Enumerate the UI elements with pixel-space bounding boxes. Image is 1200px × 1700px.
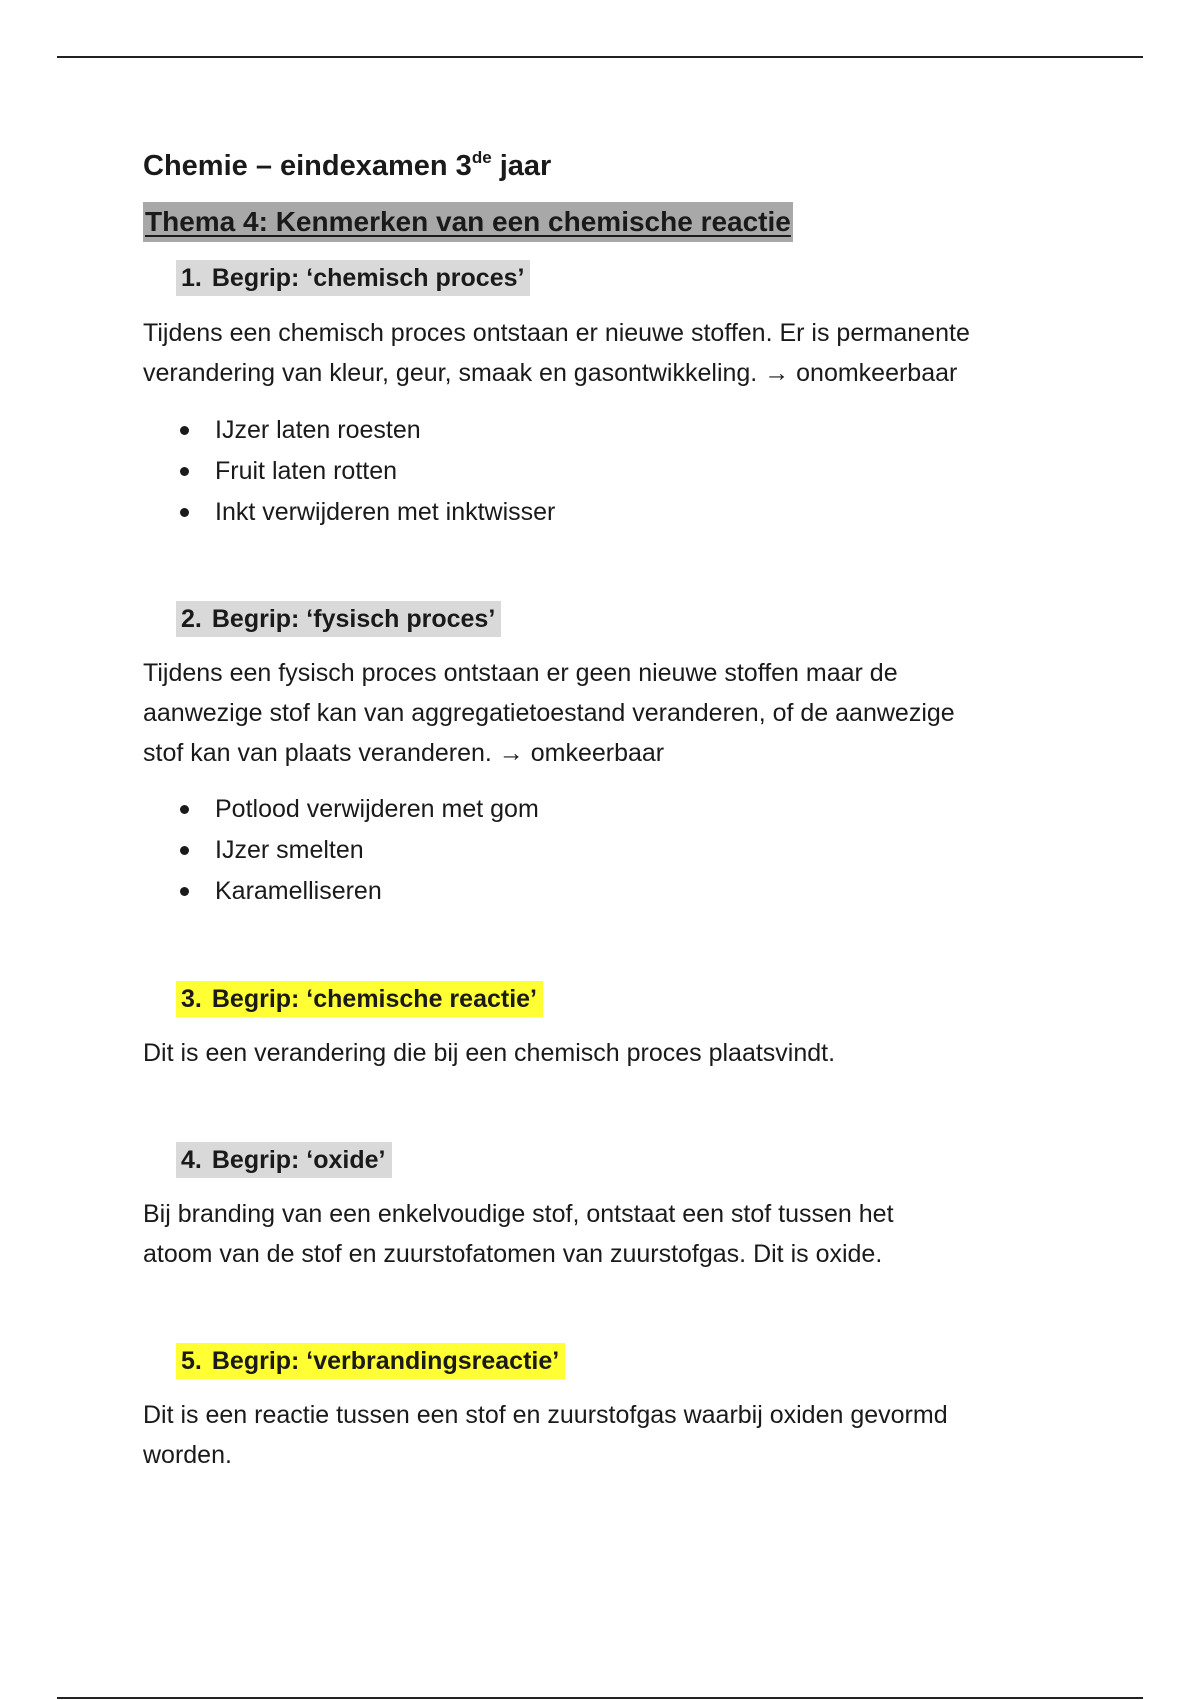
section-heading: [176, 260, 530, 296]
section-heading: [176, 601, 501, 637]
section-title: Begrip: ‘fysisch proces’: [211, 605, 496, 633]
paragraph-line: Dit is een reactie tussen een stof en zuurstofgas waarbij oxiden gevormd: [143, 1401, 948, 1429]
section-title: Begrip: ‘verbrandingsreactie’: [211, 1347, 560, 1375]
section-1: [143, 260, 1103, 533]
bottom-rule: [57, 1697, 1143, 1699]
section-heading: [176, 1343, 565, 1379]
section-number: 3.: [181, 985, 202, 1013]
paragraph-line: verandering van kleur, geur, smaak en gasontwikkeling. → onomkeerbaar: [143, 359, 958, 387]
bullet-icon: [180, 805, 189, 814]
list-item: [215, 451, 1103, 492]
bullet-icon: [180, 426, 189, 435]
section-number: 1.: [181, 264, 202, 292]
section-title: Begrip: ‘oxide’: [211, 1146, 386, 1174]
paragraph-line: atoom van de stof en zuurstofatomen van zuurstofgas. Dit is oxide.: [143, 1240, 883, 1268]
list-item-text: Inkt verwijderen met inktwisser: [215, 498, 556, 526]
section-title: Begrip: ‘chemisch proces’: [211, 264, 525, 292]
bullet-list: [143, 410, 1103, 533]
section-4: [143, 1142, 1103, 1274]
list-item-text: IJzer laten roesten: [215, 416, 421, 444]
list-item-text: Karamelliseren: [215, 877, 382, 905]
paragraph-line: aanwezige stof kan van aggregatietoestand veranderen, of de aanwezige: [143, 699, 955, 727]
document-title-superscript: de: [471, 148, 492, 167]
section-number: 2.: [181, 605, 202, 633]
bullet-icon: [180, 467, 189, 476]
document-title-text: Chemie – eindexamen 3: [143, 150, 472, 182]
bullet-icon: [180, 508, 189, 517]
list-item-text: Fruit laten rotten: [215, 457, 398, 485]
list-item: [215, 492, 1103, 533]
paragraph-line: Tijdens een chemisch proces ontstaan er nieuwe stoffen. Er is permanente: [143, 319, 970, 347]
list-item: [215, 871, 1103, 912]
paragraph-line: Tijdens een fysisch proces ontstaan er geen nieuwe stoffen maar de: [143, 659, 898, 687]
section-2: [143, 601, 1103, 912]
section-5: [143, 1343, 1103, 1475]
paragraph-line: Bij branding van een enkelvoudige stof, ontstaat een stof tussen het: [143, 1200, 894, 1228]
document-body: [143, 140, 1103, 1475]
theme-heading: Thema 4: Kenmerken van een chemische reactie: [143, 202, 793, 242]
section-heading: [176, 981, 543, 1017]
list-item: [215, 789, 1103, 830]
bullet-list: [143, 789, 1103, 912]
paragraph-line: Dit is een verandering die bij een chemisch proces plaatsvindt.: [143, 1039, 836, 1067]
list-item: [215, 830, 1103, 871]
bullet-icon: [180, 846, 189, 855]
list-item-text: IJzer smelten: [215, 836, 364, 864]
paragraph-line: worden.: [143, 1441, 232, 1469]
bullet-icon: [180, 887, 189, 896]
theme-heading-wrap: [143, 192, 1103, 242]
section-title: Begrip: ‘chemische reactie’: [211, 985, 537, 1013]
paragraph-line: stof kan van plaats veranderen. → omkeerbaar: [143, 739, 665, 767]
document-title: [143, 140, 1103, 192]
list-item-text: Potlood verwijderen met gom: [215, 795, 539, 823]
top-rule: [57, 56, 1143, 58]
section-number: 5.: [181, 1347, 202, 1375]
section-heading: [176, 1142, 392, 1178]
section-number: 4.: [181, 1146, 202, 1174]
section-3: [143, 981, 1103, 1073]
document-title-suffix: jaar: [491, 150, 552, 182]
list-item: [215, 410, 1103, 451]
